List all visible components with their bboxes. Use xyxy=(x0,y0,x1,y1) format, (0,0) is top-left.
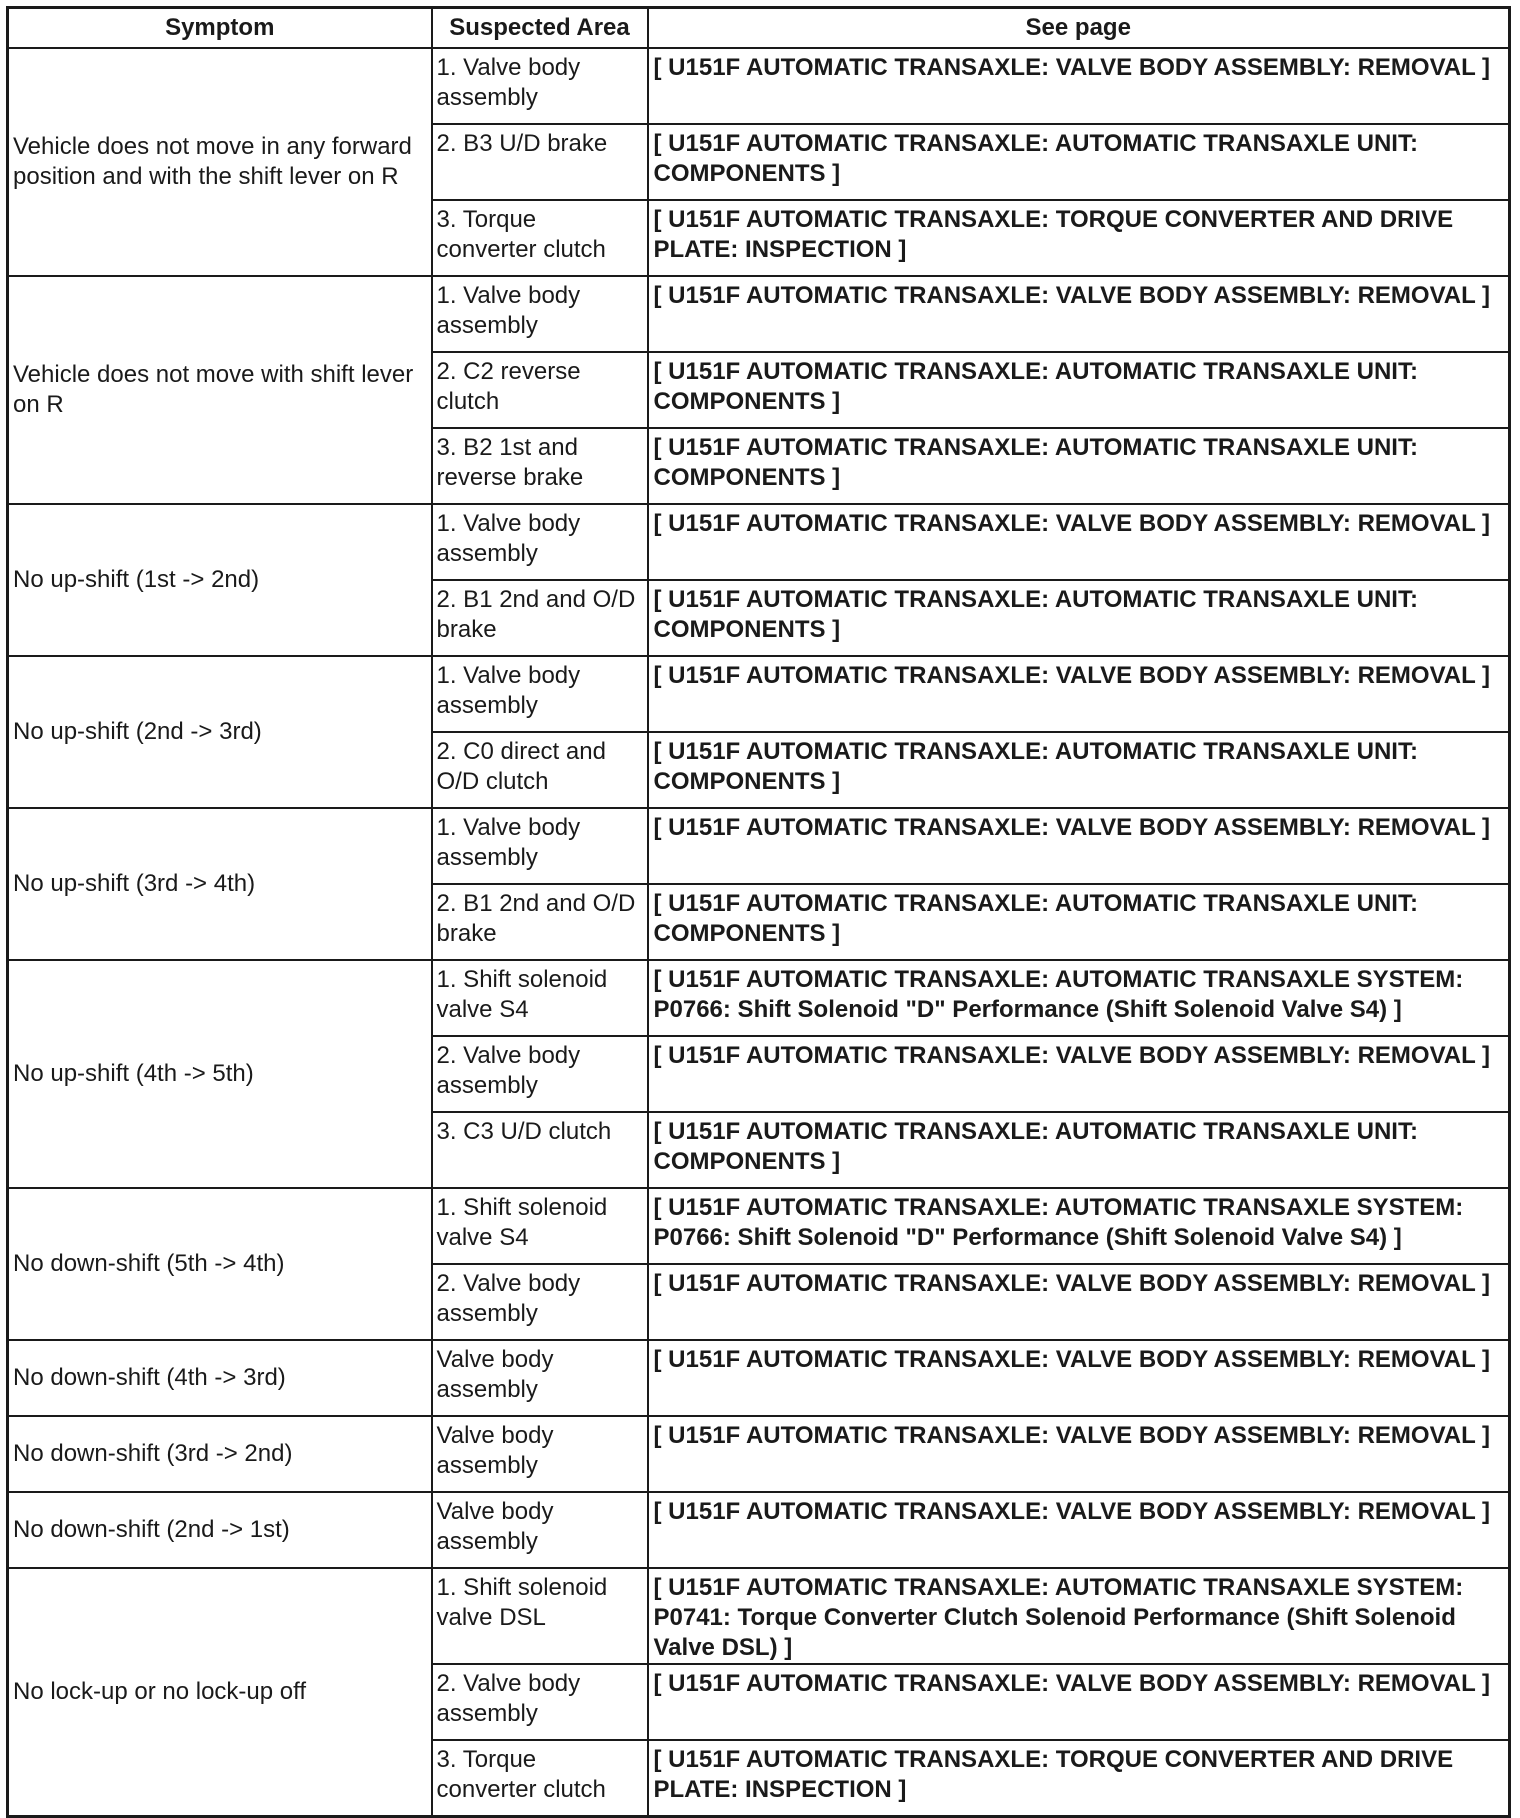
symptom-cell: No down-shift (2nd -> 1st) xyxy=(8,1492,432,1568)
see-page-cell xyxy=(648,200,1510,276)
see-page-cell xyxy=(648,276,1510,352)
table-row xyxy=(8,1188,1510,1264)
see-page-link[interactable]: [ U151F AUTOMATIC TRANSAXLE: AUTOMATIC TRANSAXLE UNIT: COMPONENTS ] xyxy=(653,1118,1418,1175)
suspected-area-cell: 1. Shift solenoid valve S4 xyxy=(432,1188,648,1264)
see-page-link[interactable]: [ U151F AUTOMATIC TRANSAXLE: AUTOMATIC TRANSAXLE SYSTEM: P0766: Shift Solenoid "D" Performance (Shift Solenoid Valve S4) ] xyxy=(653,1194,1464,1251)
suspected-area-cell: 2. B1 2nd and O/D brake xyxy=(432,884,648,960)
see-page-cell xyxy=(648,1188,1510,1264)
see-page-link[interactable]: [ U151F AUTOMATIC TRANSAXLE: AUTOMATIC TRANSAXLE UNIT: COMPONENTS ] xyxy=(653,130,1418,187)
symptom-cell: No down-shift (5th -> 4th) xyxy=(8,1188,432,1340)
suspected-area-cell: 1. Valve body assembly xyxy=(432,656,648,732)
see-page-link[interactable]: [ U151F AUTOMATIC TRANSAXLE: AUTOMATIC TRANSAXLE UNIT: COMPONENTS ] xyxy=(653,890,1418,947)
see-page-link[interactable]: [ U151F AUTOMATIC TRANSAXLE: VALVE BODY ASSEMBLY: REMOVAL ] xyxy=(653,510,1491,537)
see-page-cell xyxy=(648,1740,1510,1817)
suspected-area-cell: Valve body assembly xyxy=(432,1340,648,1416)
table-row xyxy=(8,1416,1510,1492)
see-page-cell xyxy=(648,580,1510,656)
see-page-link[interactable]: [ U151F AUTOMATIC TRANSAXLE: TORQUE CONVERTER AND DRIVE PLATE: INSPECTION ] xyxy=(653,1746,1454,1803)
see-page-cell xyxy=(648,124,1510,200)
symptom-table-container xyxy=(6,6,1508,1818)
see-page-link[interactable]: [ U151F AUTOMATIC TRANSAXLE: VALVE BODY ASSEMBLY: REMOVAL ] xyxy=(653,662,1491,689)
see-page-cell xyxy=(648,884,1510,960)
symptom-cell: Vehicle does not move with shift lever on R xyxy=(8,276,432,504)
suspected-area-cell: 1. Shift solenoid valve DSL xyxy=(432,1568,648,1664)
see-page-link[interactable]: [ U151F AUTOMATIC TRANSAXLE: VALVE BODY ASSEMBLY: REMOVAL ] xyxy=(653,1422,1491,1449)
table-row xyxy=(8,1492,1510,1568)
see-page-cell xyxy=(648,1416,1510,1492)
suspected-area-cell: 3. C3 U/D clutch xyxy=(432,1112,648,1188)
suspected-area-cell: 1. Valve body assembly xyxy=(432,48,648,124)
suspected-area-cell: 2. Valve body assembly xyxy=(432,1264,648,1340)
see-page-cell xyxy=(648,656,1510,732)
suspected-area-cell: 3. Torque converter clutch xyxy=(432,200,648,276)
see-page-cell xyxy=(648,48,1510,124)
symptom-cell: No up-shift (3rd -> 4th) xyxy=(8,808,432,960)
see-page-cell xyxy=(648,1664,1510,1740)
see-page-cell xyxy=(648,428,1510,504)
table-row xyxy=(8,808,1510,884)
suspected-area-cell: 1. Valve body assembly xyxy=(432,276,648,352)
see-page-link[interactable]: [ U151F AUTOMATIC TRANSAXLE: VALVE BODY ASSEMBLY: REMOVAL ] xyxy=(653,814,1491,841)
see-page-link[interactable]: [ U151F AUTOMATIC TRANSAXLE: AUTOMATIC TRANSAXLE UNIT: COMPONENTS ] xyxy=(653,586,1418,643)
header-suspected-area: Suspected Area xyxy=(432,8,648,49)
see-page-link[interactable]: [ U151F AUTOMATIC TRANSAXLE: AUTOMATIC TRANSAXLE UNIT: COMPONENTS ] xyxy=(653,358,1418,415)
symptom-cell: No lock-up or no lock-up off xyxy=(8,1568,432,1817)
see-page-cell xyxy=(648,504,1510,580)
suspected-area-cell: 2. Valve body assembly xyxy=(432,1664,648,1740)
header-symptom: Symptom xyxy=(8,8,432,49)
see-page-link[interactable]: [ U151F AUTOMATIC TRANSAXLE: VALVE BODY ASSEMBLY: REMOVAL ] xyxy=(653,1346,1491,1373)
see-page-cell xyxy=(648,808,1510,884)
suspected-area-cell: 2. B3 U/D brake xyxy=(432,124,648,200)
see-page-cell xyxy=(648,1036,1510,1112)
table-row xyxy=(8,656,1510,732)
table-row xyxy=(8,276,1510,352)
suspected-area-cell: 1. Valve body assembly xyxy=(432,504,648,580)
symptom-cell: Vehicle does not move in any forward position and with the shift lever on R xyxy=(8,48,432,276)
see-page-link[interactable]: [ U151F AUTOMATIC TRANSAXLE: AUTOMATIC TRANSAXLE UNIT: COMPONENTS ] xyxy=(653,434,1418,491)
suspected-area-cell: 2. C0 direct and O/D clutch xyxy=(432,732,648,808)
table-row xyxy=(8,1568,1510,1664)
see-page-link[interactable]: [ U151F AUTOMATIC TRANSAXLE: VALVE BODY ASSEMBLY: REMOVAL ] xyxy=(653,54,1491,81)
suspected-area-cell: 2. Valve body assembly xyxy=(432,1036,648,1112)
see-page-link[interactable]: [ U151F AUTOMATIC TRANSAXLE: TORQUE CONVERTER AND DRIVE PLATE: INSPECTION ] xyxy=(653,206,1454,263)
suspected-area-cell: 2. B1 2nd and O/D brake xyxy=(432,580,648,656)
header-see-page: See page xyxy=(648,8,1510,49)
see-page-link[interactable]: [ U151F AUTOMATIC TRANSAXLE: AUTOMATIC TRANSAXLE UNIT: COMPONENTS ] xyxy=(653,738,1418,795)
see-page-cell xyxy=(648,352,1510,428)
see-page-cell xyxy=(648,1340,1510,1416)
see-page-cell xyxy=(648,1264,1510,1340)
see-page-cell xyxy=(648,1112,1510,1188)
suspected-area-cell: Valve body assembly xyxy=(432,1492,648,1568)
see-page-link[interactable]: [ U151F AUTOMATIC TRANSAXLE: VALVE BODY ASSEMBLY: REMOVAL ] xyxy=(653,1270,1491,1297)
suspected-area-cell: 2. C2 reverse clutch xyxy=(432,352,648,428)
table-row xyxy=(8,1340,1510,1416)
suspected-area-cell: 3. Torque converter clutch xyxy=(432,1740,648,1817)
symptom-cell: No down-shift (4th -> 3rd) xyxy=(8,1340,432,1416)
see-page-link[interactable]: [ U151F AUTOMATIC TRANSAXLE: VALVE BODY ASSEMBLY: REMOVAL ] xyxy=(653,1042,1491,1069)
suspected-area-cell: 1. Valve body assembly xyxy=(432,808,648,884)
see-page-link[interactable]: [ U151F AUTOMATIC TRANSAXLE: VALVE BODY ASSEMBLY: REMOVAL ] xyxy=(653,282,1491,309)
table-row xyxy=(8,48,1510,124)
symptom-table xyxy=(6,6,1511,1818)
see-page-cell xyxy=(648,960,1510,1036)
suspected-area-cell: 3. B2 1st and reverse brake xyxy=(432,428,648,504)
table-row xyxy=(8,504,1510,580)
see-page-link[interactable]: [ U151F AUTOMATIC TRANSAXLE: VALVE BODY ASSEMBLY: REMOVAL ] xyxy=(653,1670,1491,1697)
see-page-link[interactable]: [ U151F AUTOMATIC TRANSAXLE: AUTOMATIC TRANSAXLE SYSTEM: P0766: Shift Solenoid "D" Performance (Shift Solenoid Valve S4) ] xyxy=(653,966,1464,1023)
see-page-cell xyxy=(648,1568,1510,1664)
see-page-cell xyxy=(648,1492,1510,1568)
symptom-cell: No up-shift (4th -> 5th) xyxy=(8,960,432,1188)
symptom-cell: No down-shift (3rd -> 2nd) xyxy=(8,1416,432,1492)
see-page-link[interactable]: [ U151F AUTOMATIC TRANSAXLE: AUTOMATIC TRANSAXLE SYSTEM: P0741: Torque Converter Clutch Solenoid Performance (Shift Solenoid Valve DSL) ] xyxy=(653,1574,1464,1661)
table-body xyxy=(8,48,1510,1817)
suspected-area-cell: Valve body assembly xyxy=(432,1416,648,1492)
symptom-cell: No up-shift (2nd -> 3rd) xyxy=(8,656,432,808)
header-row xyxy=(8,8,1510,49)
symptom-cell: No up-shift (1st -> 2nd) xyxy=(8,504,432,656)
table-row xyxy=(8,960,1510,1036)
see-page-cell xyxy=(648,732,1510,808)
suspected-area-cell: 1. Shift solenoid valve S4 xyxy=(432,960,648,1036)
see-page-link[interactable]: [ U151F AUTOMATIC TRANSAXLE: VALVE BODY ASSEMBLY: REMOVAL ] xyxy=(653,1498,1491,1525)
